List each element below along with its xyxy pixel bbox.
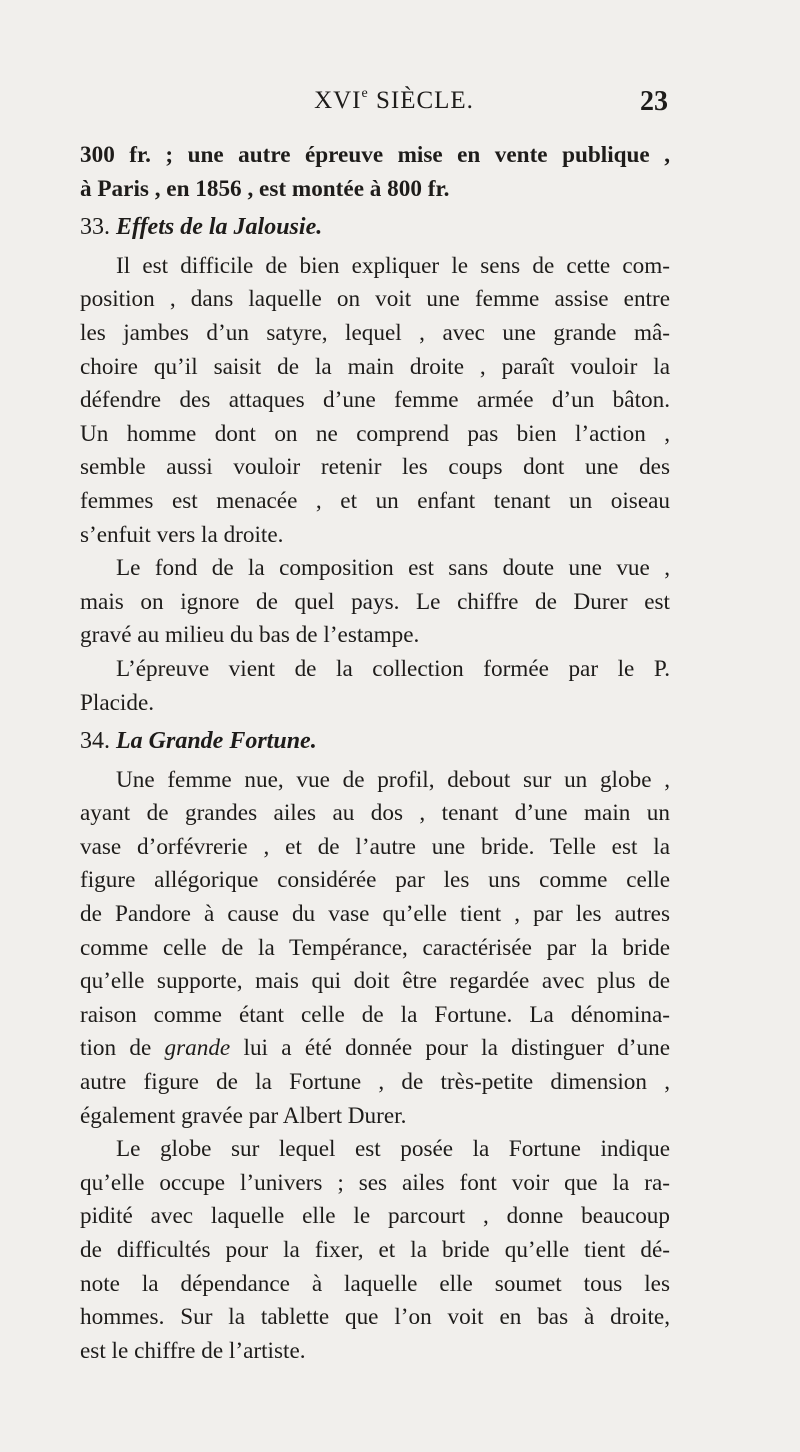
entry-number: 34. [80,728,116,755]
paragraph [80,1133,670,1368]
entry-heading-34 [80,725,670,759]
page-number: 23 [640,86,668,117]
text-line: à Paris , en 1856 , est montée à 800 fr. [80,175,450,202]
entry-heading-33 [80,211,670,245]
body-text [80,139,670,1368]
text-line: Le fond de la composition est sans doute une vue , [116,555,670,582]
text-line: mais on ignore de quel pays. Le chiffre de Durer est [80,588,670,615]
text-line: figure allégorique considérée par les uns comme celle [80,867,670,894]
text-line: vase d’orfévrerie , et de l’autre une bride. Telle est la [80,833,670,860]
text-line: 300 fr. ; une autre épreuve mise en vente publique , [80,142,670,168]
text-line: les jambes d’un satyre, lequel , avec une grande mâ- [80,319,670,346]
text-line: position , dans laquelle on voit une femme assise entre [80,286,670,313]
text-line: femmes est menacée , et un enfant tenant un oiseau [80,487,670,514]
text-line: note la dépendance à laquelle elle soumet tous les [80,1270,670,1297]
paragraph [80,764,670,1134]
italic-word: grande [164,1035,231,1062]
text-line: défendre des attaques d’une femme armée d’un bâton. [80,387,670,414]
text-line: Un homme dont on ne comprend pas bien l’action , [80,420,670,447]
text-line: Placide. [80,689,155,716]
running-header [120,86,668,118]
text-line [80,1032,670,1066]
text-line: de difficultés pour la fixer, et la bride qu’elle tient dé- [80,1237,670,1263]
text-line: autre figure de la Fortune , de très-petite dimension , [80,1069,670,1096]
text-line: Le globe sur lequel est posée la Fortune indique [116,1136,670,1163]
entry-title: La Grande Fortune. [116,728,317,755]
text-line: Une femme nue, vue de profil, debout sur un globe , [116,766,670,793]
paragraph [80,250,670,552]
text-line: comme celle de la Tempérance, caractérisée par la bride [80,934,670,961]
text-line: qu’elle occupe l’univers ; ses ailes font voir que la ra- [80,1169,670,1196]
running-title-rest: SIÈCLE. [368,87,474,114]
paragraph [80,653,670,720]
text-line: Il est difficile de bien expliquer le sens de cette com- [116,252,670,279]
text-line: choire qu’il saisit de la main droite , paraît vouloir la [80,353,670,380]
text-line: semble aussi vouloir retenir les coups dont une des [80,454,670,481]
text-line: qu’elle supporte, mais qui doit être regardée avec plus de [80,968,670,995]
intro-paragraph [80,139,670,206]
running-title [120,86,668,115]
paragraph [80,552,670,653]
text-line: s’enfuit vers la droite. [80,521,284,548]
text-line: également gravée par Albert Durer. [80,1102,407,1129]
text-line: gravé au milieu du bas de l’estampe. [80,622,420,649]
text-line: raison comme étant celle de la Fortune. La dénomina- [80,1001,670,1028]
text-line: de Pandore à cause du vase qu’elle tient , par les autres [80,901,670,928]
text-line: ayant de grandes ailes au dos , tenant d’une main un [80,800,670,827]
century-numeral: XVI [314,87,362,114]
text-fragment: lui a été donnée pour la distinguer d’une [230,1035,670,1062]
text-line: hommes. Sur la tablette que l’on voit en bas à droite, [80,1304,670,1331]
text-fragment: tion de [80,1035,165,1062]
entry-title: Effets de la Jalousie. [116,214,323,241]
text-line: pidité avec laquelle elle le parcourt , donne beaucoup [80,1203,670,1230]
century-superscript: e [361,86,369,101]
text-line: est le chiffre de l’artiste. [80,1337,306,1364]
text-line: L’épreuve vient de la collection formée par le P. [116,655,670,682]
entry-number: 33. [80,214,116,241]
